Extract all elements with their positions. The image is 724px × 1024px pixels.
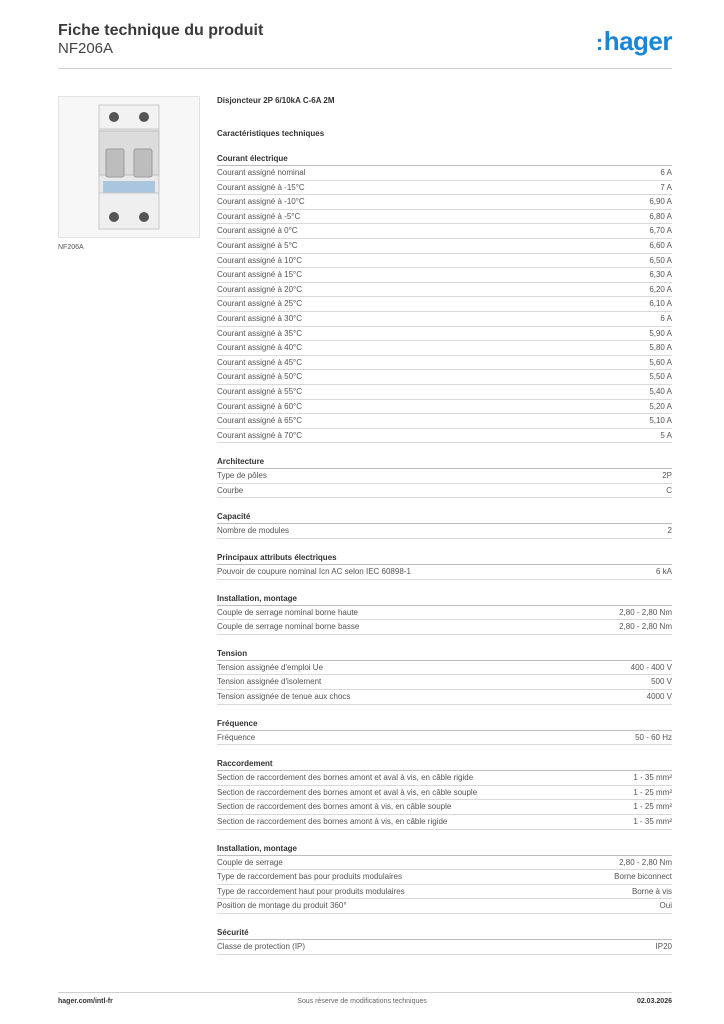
spec-value: 6,20 A xyxy=(649,284,672,294)
spec-label: Nombre de modules xyxy=(217,526,290,536)
section-title: Fréquence xyxy=(217,717,672,731)
spec-label: Courant assigné à 55°C xyxy=(217,386,303,396)
section-title: Sécurité xyxy=(217,926,672,940)
spec-label: Tension assignée d'emploi Ue xyxy=(217,662,324,672)
spec-row xyxy=(217,800,672,815)
spec-label: Fréquence xyxy=(217,732,256,742)
tech-characteristics-title: Caractéristiques techniques xyxy=(217,129,325,138)
spec-row xyxy=(217,254,672,269)
circuit-breaker-icon xyxy=(59,97,199,237)
spec-row xyxy=(217,786,672,801)
spec-value: 2,80 - 2,80 Nm xyxy=(619,607,672,617)
spec-row xyxy=(217,385,672,400)
spec-label: Courant assigné à 70°C xyxy=(217,430,303,440)
spec-row xyxy=(217,429,672,444)
spec-value: 5,50 A xyxy=(649,372,672,382)
spec-row xyxy=(217,940,672,955)
spec-label: Courant assigné à 45°C xyxy=(217,357,303,367)
spec-label: Courant assigné nominal xyxy=(217,168,306,177)
spec-value: Oui xyxy=(659,901,672,911)
spec-value: 5,10 A xyxy=(649,416,672,426)
spec-label: Courant assigné à -10°C xyxy=(217,197,305,207)
spec-label: Courant assigné à 5°C xyxy=(217,240,298,250)
spec-section xyxy=(217,842,672,914)
section-title: Courant électrique xyxy=(217,152,672,166)
spec-row xyxy=(217,297,672,312)
spec-value: 5,60 A xyxy=(649,357,672,367)
spec-label: Courant assigné à -5°C xyxy=(217,211,301,221)
spec-row xyxy=(217,327,672,342)
spec-value: Borne biconnect xyxy=(614,872,672,882)
section-title: Installation, montage xyxy=(217,842,672,856)
spec-value: 5,20 A xyxy=(649,401,672,411)
spec-row xyxy=(217,224,672,239)
spec-row xyxy=(217,675,672,690)
spec-value: 5 A xyxy=(660,430,672,440)
spec-label: Couple de serrage nominal borne haute xyxy=(217,607,358,617)
logo-mark-icon: : xyxy=(595,30,603,55)
spec-label: Courant assigné à 30°C xyxy=(217,313,303,323)
spec-section xyxy=(217,510,672,539)
spec-label: Couple de serrage xyxy=(217,857,283,867)
spec-value: 1 - 35 mm² xyxy=(633,817,672,826)
spec-row xyxy=(217,210,672,225)
product-name: Disjoncteur 2P 6/10kA C-6A 2M xyxy=(217,96,335,105)
spec-row xyxy=(217,370,672,385)
spec-row xyxy=(217,181,672,196)
spec-value: 6,60 A xyxy=(649,240,672,250)
spec-row xyxy=(217,356,672,371)
spec-label: Courant assigné à -15°C xyxy=(217,182,305,192)
spec-value: 5,90 A xyxy=(649,328,672,338)
product-reference: NF206A xyxy=(58,40,114,57)
spec-label: Position de montage du produit 360° xyxy=(217,901,347,911)
spec-row xyxy=(217,469,672,484)
spec-value: 2P xyxy=(662,471,672,481)
spec-content xyxy=(217,94,672,955)
spec-section xyxy=(217,592,672,635)
spec-label: Courant assigné à 0°C xyxy=(217,226,298,236)
spec-label: Section de raccordement des bornes amont à vis, en câble rigide xyxy=(217,817,448,826)
spec-value: 6 A xyxy=(660,313,672,323)
spec-row xyxy=(217,268,672,283)
spec-sections xyxy=(217,152,672,955)
spec-value: 50 - 60 Hz xyxy=(635,732,672,742)
spec-row xyxy=(217,414,672,429)
spec-section xyxy=(217,647,672,705)
spec-row xyxy=(217,239,672,254)
spec-label: Classe de protection (IP) xyxy=(217,941,306,951)
spec-value: 400 - 400 V xyxy=(630,662,672,672)
footer-website-link[interactable]: hager.com/intl-fr xyxy=(58,998,113,1005)
spec-label: Courant assigné à 10°C xyxy=(217,255,303,265)
spec-label: Pouvoir de coupure nominal Icn AC selon IEC 60898-1 xyxy=(217,567,411,577)
spec-row xyxy=(217,195,672,210)
spec-value: 6,90 A xyxy=(649,197,672,207)
spec-section xyxy=(217,455,672,498)
section-title: Raccordement xyxy=(217,757,672,771)
spec-row xyxy=(217,870,672,885)
spec-value: 6,50 A xyxy=(649,255,672,265)
spec-label: Courant assigné à 25°C xyxy=(217,299,303,309)
spec-value: 5,40 A xyxy=(649,386,672,396)
spec-label: Courant assigné à 40°C xyxy=(217,343,303,353)
product-image xyxy=(58,96,200,238)
page-header-title: Fiche technique du produit xyxy=(58,22,264,39)
spec-value: 6 A xyxy=(660,168,672,177)
footer-disclaimer: Sous réserve de modifications techniques xyxy=(297,998,427,1005)
spec-value: 7 A xyxy=(660,182,672,192)
spec-label: Section de raccordement des bornes amont à vis, en câble souple xyxy=(217,802,452,812)
spec-row xyxy=(217,400,672,415)
section-title: Capacité xyxy=(217,510,672,524)
hager-logo xyxy=(596,26,672,57)
spec-label: Type de raccordement haut pour produits modulaires xyxy=(217,886,405,896)
spec-section xyxy=(217,926,672,955)
spec-row xyxy=(217,283,672,298)
spec-row xyxy=(217,312,672,327)
spec-row xyxy=(217,166,672,181)
spec-row xyxy=(217,661,672,676)
spec-row xyxy=(217,885,672,900)
spec-label: Courant assigné à 35°C xyxy=(217,328,303,338)
spec-value: 6,80 A xyxy=(649,211,672,221)
spec-row xyxy=(217,856,672,871)
spec-value: 2,80 - 2,80 Nm xyxy=(619,622,672,632)
spec-value: C xyxy=(666,485,672,495)
spec-value: 1 - 25 mm² xyxy=(633,802,672,812)
section-title: Principaux attributs électriques xyxy=(217,551,672,565)
spec-label: Type de pôles xyxy=(217,471,267,481)
spec-value: 5,80 A xyxy=(649,343,672,353)
spec-label: Section de raccordement des bornes amont et aval à vis, en câble rigide xyxy=(217,773,474,783)
spec-value: 500 V xyxy=(651,677,672,687)
spec-value: 4000 V xyxy=(646,692,672,702)
spec-label: Type de raccordement bas pour produits modulaires xyxy=(217,872,402,882)
spec-row xyxy=(217,565,672,580)
section-title: Architecture xyxy=(217,455,672,469)
spec-row xyxy=(217,690,672,705)
spec-row xyxy=(217,484,672,499)
spec-row xyxy=(217,524,672,539)
spec-label: Courant assigné à 15°C xyxy=(217,270,303,280)
spec-label: Courant assigné à 65°C xyxy=(217,416,303,426)
spec-row xyxy=(217,815,672,830)
spec-value: 6 kA xyxy=(655,567,672,577)
spec-value: 1 - 35 mm² xyxy=(633,773,672,783)
spec-row xyxy=(217,731,672,746)
spec-value: Borne à vis xyxy=(631,886,672,896)
spec-value: 6,30 A xyxy=(649,270,672,280)
spec-label: Courant assigné à 60°C xyxy=(217,401,303,411)
spec-label: Couple de serrage nominal borne basse xyxy=(217,622,360,632)
spec-value: IP20 xyxy=(655,941,672,951)
spec-value: 6,70 A xyxy=(649,226,672,236)
spec-label: Section de raccordement des bornes amont et aval à vis, en câble souple xyxy=(217,787,478,797)
spec-value: 2 xyxy=(667,526,672,536)
footer-divider xyxy=(58,992,672,993)
spec-label: Courbe xyxy=(217,485,244,495)
spec-row xyxy=(217,899,672,914)
image-caption: NF206A xyxy=(58,244,84,251)
footer-date: 02.03.2026 xyxy=(636,998,672,1005)
spec-value: 6,10 A xyxy=(649,299,672,309)
spec-label: Tension assignée d'isolement xyxy=(217,677,322,687)
spec-row xyxy=(217,771,672,786)
section-title: Tension xyxy=(217,647,672,661)
logo-text: hager xyxy=(603,26,672,56)
spec-row xyxy=(217,606,672,621)
header-divider xyxy=(58,68,672,69)
spec-row xyxy=(217,620,672,635)
spec-label: Tension assignée de tenue aux chocs xyxy=(217,692,351,702)
spec-section xyxy=(217,152,672,443)
spec-section xyxy=(217,757,672,829)
spec-label: Courant assigné à 50°C xyxy=(217,372,303,382)
spec-row xyxy=(217,341,672,356)
spec-section xyxy=(217,551,672,580)
spec-label: Courant assigné à 20°C xyxy=(217,284,303,294)
spec-value: 1 - 25 mm² xyxy=(633,787,672,797)
spec-section xyxy=(217,717,672,746)
section-title: Installation, montage xyxy=(217,592,672,606)
spec-value: 2,80 - 2,80 Nm xyxy=(619,857,672,867)
